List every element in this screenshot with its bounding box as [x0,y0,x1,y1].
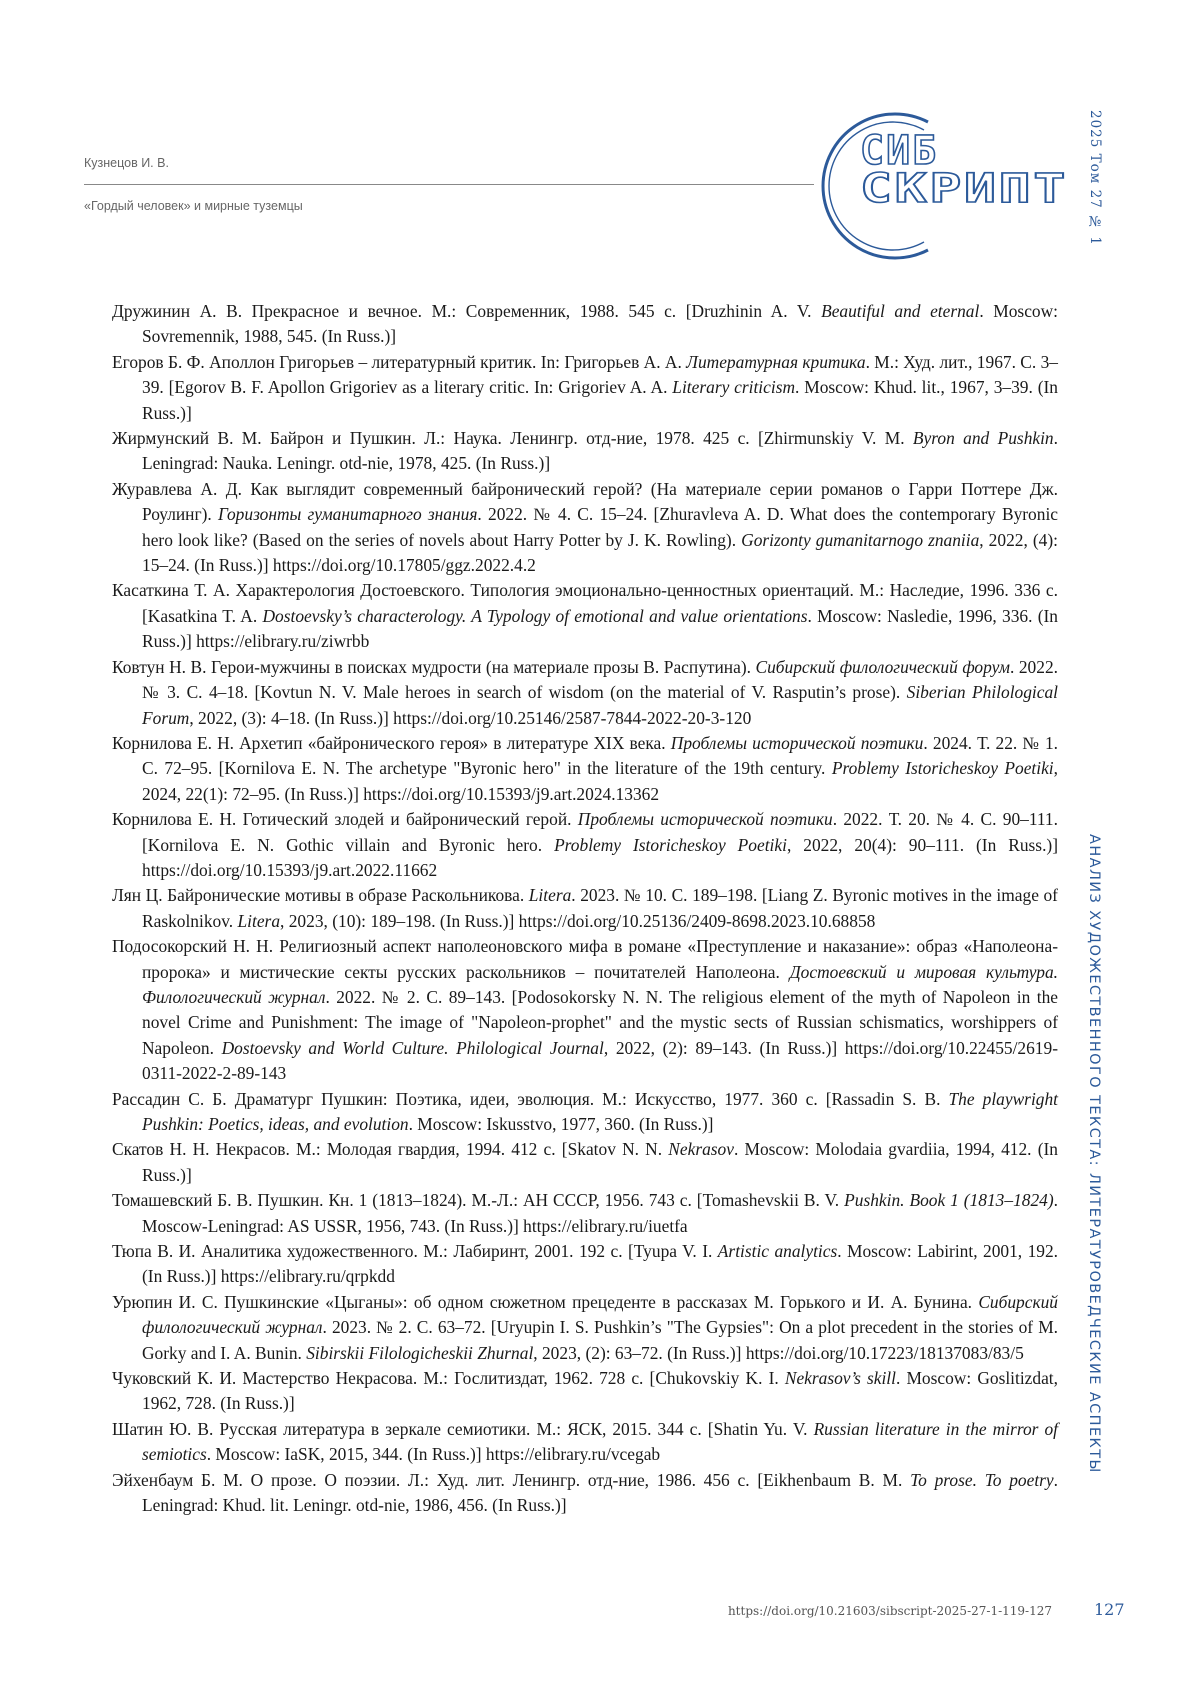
reference-entry [112,1087,1058,1138]
page-number: 127 [1094,1600,1125,1619]
reference-italic-segment: Pushkin. Book 1 (1813–1824) [844,1190,1054,1211]
reference-segment: . М.: Худ. лит., 1967. С. 3–39. [Egorov B. F. Apollon Grigoriev as a literary critic. In: Grigoriev A. A. [142,351,1058,398]
reference-segment: . 2023. № 10. С. 189–198. [Liang Z. Byronic motives in the image of Raskolnikov. [142,885,1058,931]
reference-segment: Корнилова Е. Н. Архетип «байронического героя» в литературе XIX века. [112,732,671,753]
reference-segment: . Moscow: Sovremennik, 1988, 545. (In Russ.)] [142,301,1058,347]
reference-entry [112,1417,1058,1468]
reference-entry [112,426,1058,477]
reference-segment: . 2024. Т. 22. № 1. С. 72–95. [Kornilova E. N. The archetype "Byronic hero" in the literature of the 19th century. [142,732,1058,779]
reference-segment: . 2022. Т. 20. № 4. С. 90–111. [Kornilova E. N. Gothic villain and Byronic hero. [142,809,1058,855]
reference-list [112,299,1058,1519]
reference-entry [112,807,1058,883]
reference-italic-segment: Sibirskii Filologicheskii Zhurnal [306,1342,534,1363]
reference-segment: . 2023. № 2. С. 63–72. [Uryupin I. S. Pushkin’s "The Gypsies": On a plot precedent in the stories of M. Gorky and I. A. Bunin. [142,1317,1059,1363]
reference-segment: Касаткина Т. А. Характерология Достоевского. Типология эмоционально-ценностных ориентаций. М.: Наследие, 1996. 336 с. [Kasatkina T. A. [112,580,1058,626]
reference-segment: Томашевский Б. В. Пушкин. Кн. 1 (1813–1824). М.-Л.: АН СССР, 1956. 743 с. [Tomashevskii B. V. [112,1190,845,1211]
reference-entry [112,1290,1058,1366]
reference-entry [112,1366,1058,1417]
reference-segment: . Moscow: Khud. lit., 1967, 3–39. (In Russ.)] [142,377,1058,423]
reference-italic-segment: Literary criticism [672,377,796,398]
reference-segment: . 2022. № 2. С. 89–143. [Podosokorsky N. N. The religious element of the myth of Napoleon in the novel Crime and Punishment: The image of "Napoleon-prophet" and the mystic sects of Russian schismatics, worshippers of Napoleon. [142,986,1058,1058]
reference-entry [112,299,1058,350]
running-head-author: Кузнецов И. В. [84,156,169,170]
reference-segment: . 2022. № 3. С. 4–18. [Kovtun N. V. Male heroes in search of wisdom (on the material of V. Rasputin’s prose). [142,656,1058,703]
reference-segment: Скатов Н. Н. Некрасов. М.: Молодая гвардия, 1994. 412 с. [Skatov N. N. [112,1139,669,1160]
reference-italic-segment: Nekrasov [668,1139,734,1160]
reference-italic-segment: Gorizonty gumanitarnogo znaniia [741,529,980,550]
reference-segment: Жирмунский В. М. Байрон и Пушкин. Л.: Наука. Ленингр. отд-ние, 1978. 425 с. [Zhirmunskiy V. M. [112,428,913,449]
reference-italic-segment: Siberian Philological Forum [142,682,1058,728]
reference-italic-segment: Сибирский филологический журнал [142,1291,1058,1338]
reference-segment: Тюпа В. И. Аналитика художественного. М.: Лабиринт, 2001. 192 с. [Tyupa V. I. [112,1241,718,1262]
reference-italic-segment: Problemy Istoricheskoy Poetiki [831,758,1054,779]
reference-italic-segment: Beautiful and eternal [821,301,980,321]
reference-segment: Урюпин И. С. Пушкинские «Цыганы»: об одном сюжетном прецеденте в рассказах М. Горького и И. А. Бунина. [112,1291,979,1312]
reference-italic-segment: Nekrasov’s skill [784,1368,896,1389]
journal-logo [820,108,1072,264]
reference-entry [112,1239,1058,1290]
reference-italic-segment: Dostoevsky’s characterology. A Typology of emotional and value orientations [262,605,808,626]
reference-segment: . Moscow: Nasledie, 1996, 336. (In Russ.)] https://elibrary.ru/ziwrbb [142,605,1058,652]
issue-label: 2025 Том 27 № 1 [1087,110,1103,246]
reference-entry [112,477,1058,579]
reference-italic-segment: Problemy Istoricheskoy Poetiki [554,834,787,855]
reference-segment: . Moscow: IaSK, 2015, 344. (In Russ.)] https://elibrary.ru/vcegab [206,1444,661,1465]
reference-entry [112,934,1058,1086]
reference-segment: Егоров Б. Ф. Аполлон Григорьев – литературный критик. In: Григорьев А. А. [112,351,687,372]
reference-segment: . Moscow: Iskusstvo, 1977, 360. (In Russ.)] [408,1114,714,1134]
reference-segment: , 2022, (2): 89–143. (In Russ.)] https://doi.org/10.22455/2619-0311-2022-2-89-143 [142,1037,1058,1084]
reference-italic-segment: Литературная критика [686,351,866,372]
reference-entry [112,731,1058,807]
reference-segment: Лян Ц. Байронические мотивы в образе Раскольникова. [112,885,529,906]
reference-segment: Журавлева А. Д. Как выглядит современный байронический герой? (На материале серии романов о Гарри Поттере Дж. Роулинг). [112,478,1058,525]
reference-entry [112,350,1058,426]
reference-segment: , 2022, (3): 4–18. (In Russ.)] https://doi.org/10.25146/2587-7844-2022-20-3-120 [189,707,752,728]
reference-entry [112,655,1058,731]
reference-segment: Эйхенбаум Б. М. О прозе. О поэзии. Л.: Худ. лит. Ленингр. отд-ние, 1986. 456 с. [Eikhenbaum B. M. [112,1469,911,1490]
reference-segment: Шатин Ю. В. Русская литература в зеркале семиотики. М.: ЯСК, 2015. 344 с. [Shatin Yu. V. [112,1418,814,1439]
reference-entry [112,1137,1058,1188]
reference-segment: Ковтун Н. В. Герои-мужчины в поисках мудрости (на материале прозы В. Распутина). [112,656,756,677]
reference-segment: , 2022, 20(4): 90–111. (In Russ.)] https://doi.org/10.15393/j9.art.2022.11662 [142,834,1059,880]
reference-italic-segment: Сибирский филологический форум [755,656,1010,677]
reference-italic-segment: Litera [237,910,281,931]
reference-italic-segment: Проблемы исторической поэтики [577,809,833,830]
reference-segment: Дружинин А. В. Прекрасное и вечное. М.: Современник, 1988. 545 с. [Druzhinin A. V. [112,301,822,321]
reference-segment: . Moscow-Leningrad: AS USSR, 1956, 743. (In Russ.)] https://elibrary.ru/iuetfa [142,1190,1058,1236]
reference-segment: Подосокорский Н. Н. Религиозный аспект наполеоновского мифа в романе «Преступление и наказание»: образ «Наполеона-пророка» и мистические секты русских раскольников – почитателей Наполеона. [112,936,1058,982]
reference-entry [112,1188,1058,1239]
logo-text-line2: СКРИПТ [860,166,1068,212]
reference-segment: . Moscow: Molodaia gvardiia, 1994, 412. (In Russ.)] [142,1139,1058,1185]
reference-segment: , 2024, 22(1): 72–95. (In Russ.)] https://doi.org/10.15393/j9.art.2024.13362 [142,758,1058,804]
reference-entry [112,578,1058,654]
reference-entry [112,883,1058,934]
reference-segment: , 2022, (4): 15–24. (In Russ.)] https://doi.org/10.17805/ggz.2022.4.2 [142,529,1058,576]
header-divider [84,184,814,185]
reference-segment: , 2023, (10): 189–198. (In Russ.)] https://doi.org/10.25136/2409-8698.2023.10.68858 [280,910,876,931]
reference-italic-segment: Проблемы исторической поэтики [670,732,924,753]
reference-segment: Чуковский К. И. Мастерство Некрасова. М.: Гослитиздат, 1962. 728 с. [Chukovskiy K. I. [112,1368,785,1389]
reference-segment: , 2023, (2): 63–72. (In Russ.)] https://doi.org/10.17223/18137083/83/5 [533,1342,1024,1363]
reference-italic-segment: Dostoevsky and World Culture. Philological Journal [221,1037,604,1058]
reference-italic-segment: Russian literature in the mirror of semiotics [142,1418,1058,1465]
reference-italic-segment: Горизонты гуманитарного знания [218,504,478,525]
footer-doi[interactable]: https://doi.org/10.21603/sibscript-2025-27-1-119-127 [727,1604,1052,1618]
reference-segment: Рассадин С. Б. Драматург Пушкин: Поэтика, идеи, эволюция. М.: Искусство, 1977. 360 с. [Rassadin S. B. [112,1088,949,1109]
running-head-title: «Гордый человек» и мирные туземцы [84,199,303,213]
reference-segment: . Moscow: Goslitizdat, 1962, 728. (In Russ.)] [142,1368,1058,1414]
reference-italic-segment: To prose. To poetry [910,1469,1054,1490]
reference-italic-segment: Достоевский и мировая культура. Филологический журнал [142,961,1058,1007]
reference-segment: . Leningrad: Nauka. Leningr. otd-nie, 1978, 425. (In Russ.)] [142,428,1058,474]
reference-segment: . Leningrad: Khud. lit. Leningr. otd-nie, 1986, 456. (In Russ.)] [142,1469,1059,1516]
reference-segment: Корнилова Е. Н. Готический злодей и байронический герой. [112,809,578,830]
reference-segment: . Moscow: Labirint, 2001, 192. (In Russ.)] https://elibrary.ru/qrpkdd [142,1241,1059,1287]
reference-italic-segment: Litera [528,885,572,906]
logo-text-line1: СИБ [860,128,939,174]
reference-italic-segment: Byron and Pushkin [912,428,1054,449]
section-label: АНАЛИЗ ХУДОЖЕСТВЕННОГО ТЕКСТА: ЛИТЕРАТУРОВЕДЧЕСКИЕ АСПЕКТЫ [1086,834,1102,1474]
reference-italic-segment: The playwright Pushkin: Poetics, ideas, and evolution [142,1088,1058,1134]
reference-italic-segment: Artistic analytics [717,1241,838,1262]
reference-segment: . 2022. № 4. С. 15–24. [Zhuravleva A. D. What does the contemporary Byronic hero look like? (Based on the series of novels about Harry Potter by J. K. Rowling). [142,504,1058,550]
reference-entry [112,1468,1058,1519]
